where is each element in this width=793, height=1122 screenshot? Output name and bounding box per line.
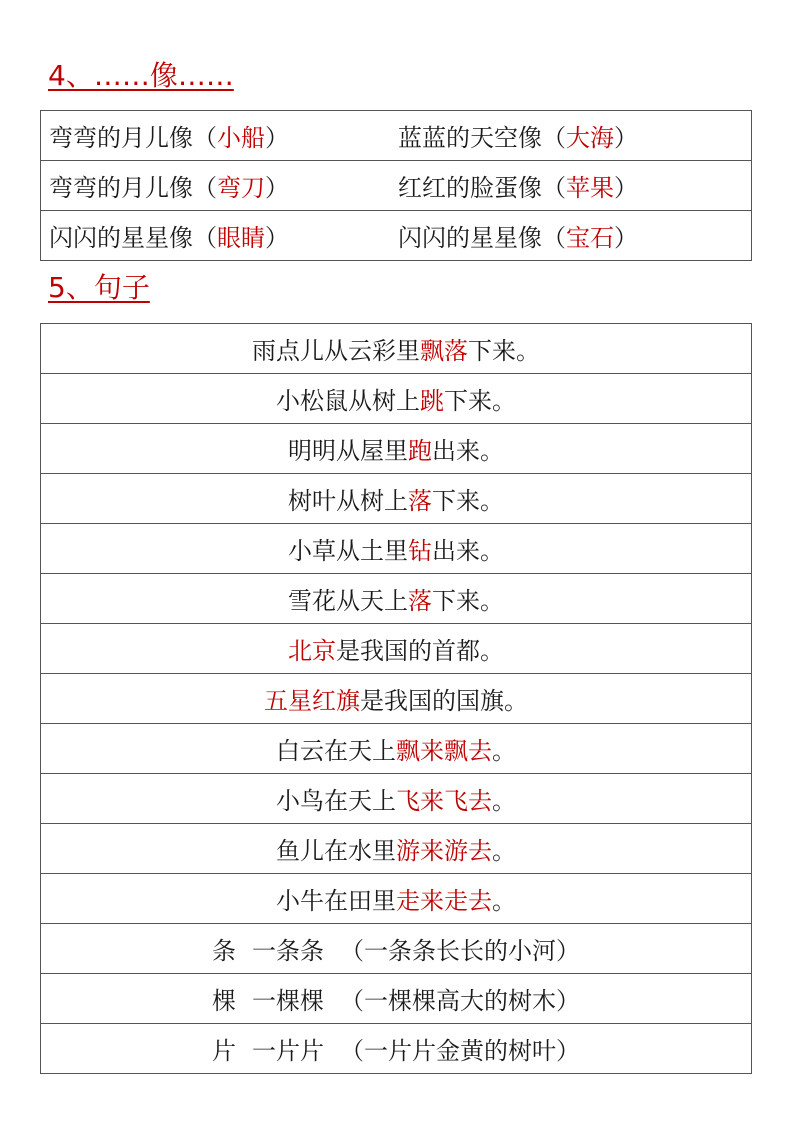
sentence-highlight: 走来走去 [396, 887, 492, 915]
sentence-highlight: 落 [408, 587, 432, 615]
measure-word-double: 一棵棵 [252, 987, 324, 1015]
sentence-highlight: 北京 [288, 637, 336, 665]
table-row [41, 974, 752, 1024]
sentence-highlight: 落 [408, 487, 432, 515]
simile-answer: 大海 [566, 124, 614, 152]
sentence-highlight: 五星红旗 [264, 687, 360, 715]
measure-word-phrase: （一条条长长的小河） [340, 937, 580, 965]
sentence-highlight: 飞来飞去 [396, 787, 492, 815]
measure-word-double: 一条条 [252, 937, 324, 965]
table-row [41, 824, 752, 874]
simile-answer: 苹果 [566, 174, 614, 202]
simile-cell: 闪闪的星星像（宝石） [396, 211, 752, 261]
sentence-cell: 树叶从树上落下来。 [41, 474, 752, 524]
sentence-table [40, 323, 752, 1074]
simile-cell: 红红的脸蛋像（苹果） [396, 161, 752, 211]
measure-word: 片 [212, 1037, 236, 1065]
table-row [41, 374, 752, 424]
sentence-cell: 雨点儿从云彩里飘落下来。 [41, 324, 752, 374]
simile-answer: 弯刀 [217, 174, 265, 202]
table-row [41, 924, 752, 974]
sentence-cell: 白云在天上飘来飘去。 [41, 724, 752, 774]
table-row [41, 111, 752, 161]
sentence-cell: 雪花从天上落下来。 [41, 574, 752, 624]
measure-word-phrase: （一片片金黄的树叶） [340, 1037, 580, 1065]
table-row [41, 324, 752, 374]
measure-word: 棵 [212, 987, 236, 1015]
table-row [41, 161, 752, 211]
measure-word-cell [41, 1024, 752, 1074]
sentence-highlight: 钻 [408, 537, 432, 565]
simile-cell: 蓝蓝的天空像（大海） [396, 111, 752, 161]
table-row [41, 474, 752, 524]
section-4-heading: 4、……像…… [48, 59, 234, 92]
measure-word-phrase: （一棵棵高大的树木） [340, 987, 580, 1015]
table-row [41, 574, 752, 624]
simile-answer: 眼睛 [217, 224, 265, 252]
sentence-cell: 小牛在田里走来走去。 [41, 874, 752, 924]
sentence-cell: 小松鼠从树上跳下来。 [41, 374, 752, 424]
sentence-highlight: 飘落 [420, 337, 468, 365]
sentence-cell: 五星红旗是我国的国旗。 [41, 674, 752, 724]
table-row [41, 674, 752, 724]
simile-table [40, 110, 752, 261]
sentence-highlight: 跑 [408, 437, 432, 465]
simile-cell: 弯弯的月儿像（小船） [41, 111, 397, 161]
sentence-cell: 鱼儿在水里游来游去。 [41, 824, 752, 874]
measure-word: 条 [212, 937, 236, 965]
simile-answer: 小船 [217, 124, 265, 152]
measure-word-cell [41, 974, 752, 1024]
table-row [41, 524, 752, 574]
sentence-cell: 小鸟在天上飞来飞去。 [41, 774, 752, 824]
table-row [41, 874, 752, 924]
simile-answer: 宝石 [566, 224, 614, 252]
table-row [41, 1024, 752, 1074]
simile-cell: 闪闪的星星像（眼睛） [41, 211, 397, 261]
sentence-highlight: 游来游去 [396, 837, 492, 865]
table-row [41, 724, 752, 774]
sentence-cell: 小草从土里钻出来。 [41, 524, 752, 574]
measure-word-double: 一片片 [252, 1037, 324, 1065]
table-row [41, 624, 752, 674]
sentence-cell: 明明从屋里跑出来。 [41, 424, 752, 474]
table-row [41, 774, 752, 824]
section-5-heading: 5、句子 [48, 271, 150, 304]
table-row [41, 211, 752, 261]
table-row [41, 424, 752, 474]
measure-word-cell [41, 924, 752, 974]
sentence-highlight: 飘来飘去 [396, 737, 492, 765]
sentence-cell: 北京是我国的首都。 [41, 624, 752, 674]
simile-cell: 弯弯的月儿像（弯刀） [41, 161, 397, 211]
sentence-highlight: 跳 [420, 387, 444, 415]
